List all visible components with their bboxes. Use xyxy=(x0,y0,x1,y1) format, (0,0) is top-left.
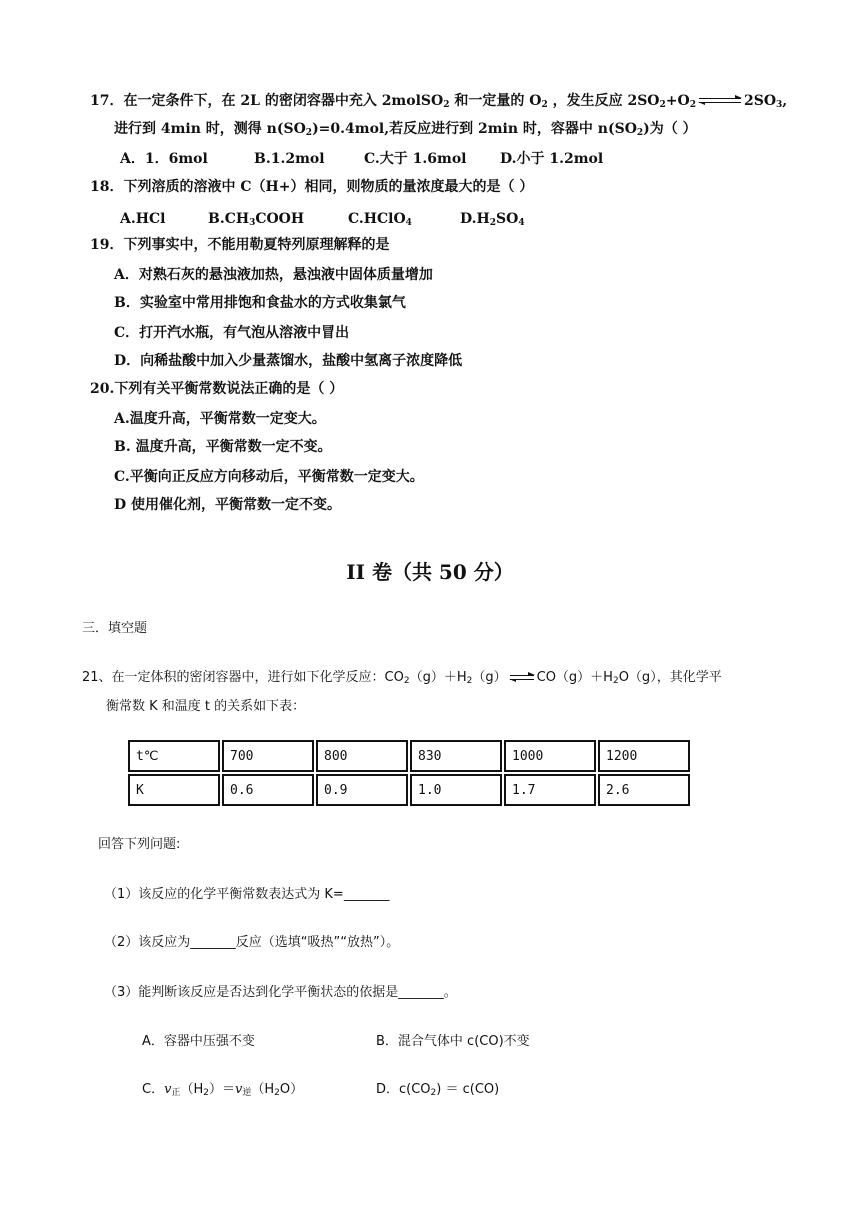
q21-sub2: （2）该反应为_______反应（选填“吸热”“放热”）。 xyxy=(104,935,400,950)
q21-prompt: 回答下列问题: xyxy=(98,837,181,852)
q20-number: 20 xyxy=(90,381,110,397)
table-cell: 1.0 xyxy=(410,774,502,806)
q21-line1: 21、在一定体积的密闭容器中，进行如下化学反应：$CO_2(g)+H_2(g)$ $CO(g)+H_2O(g)$，其化学平 xyxy=(82,670,722,686)
q17-number: 17 xyxy=(90,93,110,109)
q19-option-b: B．实验室中常用排饱和食盐水的方式收集氯气 xyxy=(114,295,406,311)
q21-option-b: B．混合气体中 c(CO)不变 xyxy=(376,1034,530,1049)
table-cell: 1.7 xyxy=(504,774,596,806)
table-cell: K xyxy=(128,774,220,806)
q19-number: 19 xyxy=(90,237,110,253)
q18-number: 18 xyxy=(90,179,110,195)
table-cell: 830 xyxy=(410,740,502,772)
q17-line2: 进行到 4min 时，测得 $n(SO_2)=0.4mol$,若反应进行到 2min 时，容器中 $n(SO_2)$为（ ） xyxy=(114,121,697,138)
equilibrium-arrow-icon xyxy=(508,673,536,683)
table-cell: t℃ xyxy=(128,740,220,772)
table-cell: 0.9 xyxy=(316,774,408,806)
table-row xyxy=(128,740,690,772)
q17-option-d: D.小于 1.2mol xyxy=(500,151,604,167)
equilibrium-arrow-icon xyxy=(697,96,743,106)
q17-option-a: A．1．6mol xyxy=(120,151,208,167)
q18-option-d: $D.H_2SO_4$ xyxy=(460,211,525,228)
q21-sub1: （1）该反应的化学平衡常数表达式为 K=_______ xyxy=(104,887,390,902)
q20-option-c: C.平衡向正反应方向移动后，平衡常数一定变大。 xyxy=(114,469,424,485)
q18-option-c: C.HClO$_4$ xyxy=(348,211,412,228)
k-temperature-table xyxy=(126,738,692,808)
q18-option-a: A.HCl xyxy=(120,211,166,227)
table-cell: 2.6 xyxy=(598,774,690,806)
q20-line: 20.下列有关平衡常数说法正确的是（ ） xyxy=(90,381,344,397)
q17-option-c: C.大于 1.6mol xyxy=(364,151,467,167)
table-cell: 800 xyxy=(316,740,408,772)
q20-option-b: B. 温度升高，平衡常数一定不变。 xyxy=(114,439,332,455)
q21-option-d: D．$c(CO_2) = c(CO)$ xyxy=(376,1082,500,1098)
section-heading: 三．填空题 xyxy=(82,621,148,636)
table-cell: 700 xyxy=(222,740,314,772)
q21-option-a: A．容器中压强不变 xyxy=(142,1034,255,1049)
q19-option-d: D．向稀盐酸中加入少量蒸馏水，盐酸中氢离子浓度降低 xyxy=(114,353,463,369)
q19-line: 19．下列事实中，不能用勒夏特列原理解释的是 xyxy=(90,237,390,253)
q21-line2: 衡常数 K 和温度 t 的关系如下表： xyxy=(106,699,306,714)
q18-line: 18．下列溶质的溶液中 C（H+）相同，则物质的量浓度最大的是（ ） xyxy=(90,179,534,195)
q18-option-b: $B.CH_3COOH$ xyxy=(208,211,305,228)
q19-option-a: A．对熟石灰的悬浊液加热，悬浊液中固体质量增加 xyxy=(114,267,433,283)
table-cell: 1200 xyxy=(598,740,690,772)
q21-sub3: （3）能判断该反应是否达到化学平衡状态的依据是_______。 xyxy=(104,985,457,1000)
q21-option-c: C．$v_正(H_2)=v_逆(H_2O)$ xyxy=(142,1082,304,1098)
q20-option-a: A.温度升高，平衡常数一定变大。 xyxy=(114,411,326,427)
q20-option-d: D 使用催化剂，平衡常数一定不变。 xyxy=(114,497,342,513)
table-cell: 1000 xyxy=(504,740,596,772)
q17-option-b: B.1.2mol xyxy=(254,151,325,167)
q17-line1: 17．在一定条件下，在 2L 的密闭容器中充入 2molSO$_2$ 和一定量的 $O_2$ ，发生反应 $2SO_2+O_2$ $2SO_3$, xyxy=(90,93,788,110)
table-row xyxy=(128,774,690,806)
q19-option-c: C．打开汽水瓶，有气泡从溶液中冒出 xyxy=(114,325,350,341)
part2-title: II 卷（共 50 分） xyxy=(346,560,514,584)
table-cell: 0.6 xyxy=(222,774,314,806)
